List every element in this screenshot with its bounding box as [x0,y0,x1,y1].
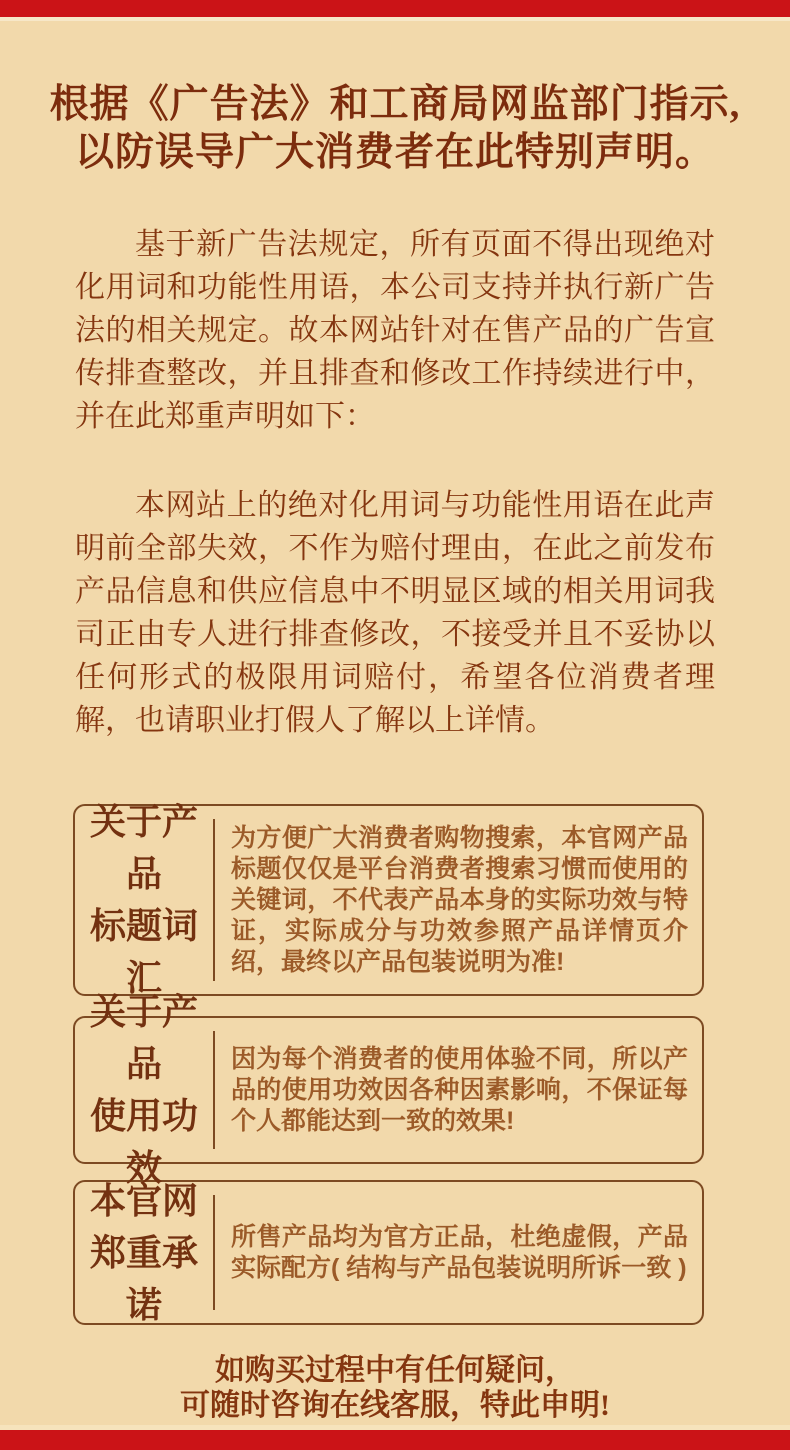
notice-box-official-promise [73,1180,704,1325]
notice-box-label-line-1: 关于产品 [89,992,198,1084]
statement-paragraph-1: 基于新广告法规定，所有页面不得出现绝对化用词和功能性用语，本公司支持并执行新广告法的相关规定。故本网站针对在售产品的广告宣传排查整改，并且排查和修改工作持续进行中，并在此郑重声明如下： [75,228,715,433]
notice-box-product-usage-effect [73,992,704,1188]
notice-box-label-line-1: 本官网 [89,1180,198,1221]
notice-box-label [75,796,213,1004]
notice-box-label-line-1: 关于产品 [89,802,198,894]
notice-box-text: 所售产品均为官方正品，杜绝虚假，产品实际配方( 结构与产品包装说明所诉一致 ) [231,1222,688,1282]
notice-box-label-line-2: 郑重承诺 [89,1232,198,1325]
notice-box-label [75,1175,213,1331]
notice-box-label-line-2: 使用功效 [89,1096,198,1188]
page-title-line-1: 根据《广告法》和工商局网监部门指示, [49,83,741,126]
notice-box-text: 因为每个消费者的使用体验不同，所以产品的使用功效因各种因素影响，不保证每个人都能达到一致的效果! [231,1044,688,1135]
notice-box-label [75,986,213,1194]
top-red-bar [0,0,790,21]
notice-box-label-line-2: 标题词汇 [89,906,198,998]
footer-note-line-2: 可随时咨询在线客服，特此申明! [180,1389,610,1422]
bottom-red-bar [0,1425,790,1450]
page-title [0,81,790,177]
footer-note-line-1: 如购买过程中有任何疑问， [215,1354,575,1387]
page-title-line-2: 以防误导广大消费者在此特别声明。 [74,131,715,174]
statement-paragraph-2: 本网站上的绝对化用词与功能性用语在此声明前全部失效，不作为赔付理由，在此之前发布产品信息和供应信息中不明显区域的相关用词我司正由专人进行排查修改，不接受并且不妥协以任何形式的极限用词赔付，希望各位消费者理解，也请职业打假人了解以上详情。 [75,489,715,737]
footer-note [0,1353,790,1423]
notice-box-product-title-keywords [73,804,704,996]
notice-box-text: 为方便广大消费者购物搜索，本官网产品标题仅仅是平台消费者搜索习惯而使用的关键词，不代表产品本身的实际功效与特证，实际成分与功效参照产品详情页介绍，最终以产品包装说明为准! [231,823,688,976]
